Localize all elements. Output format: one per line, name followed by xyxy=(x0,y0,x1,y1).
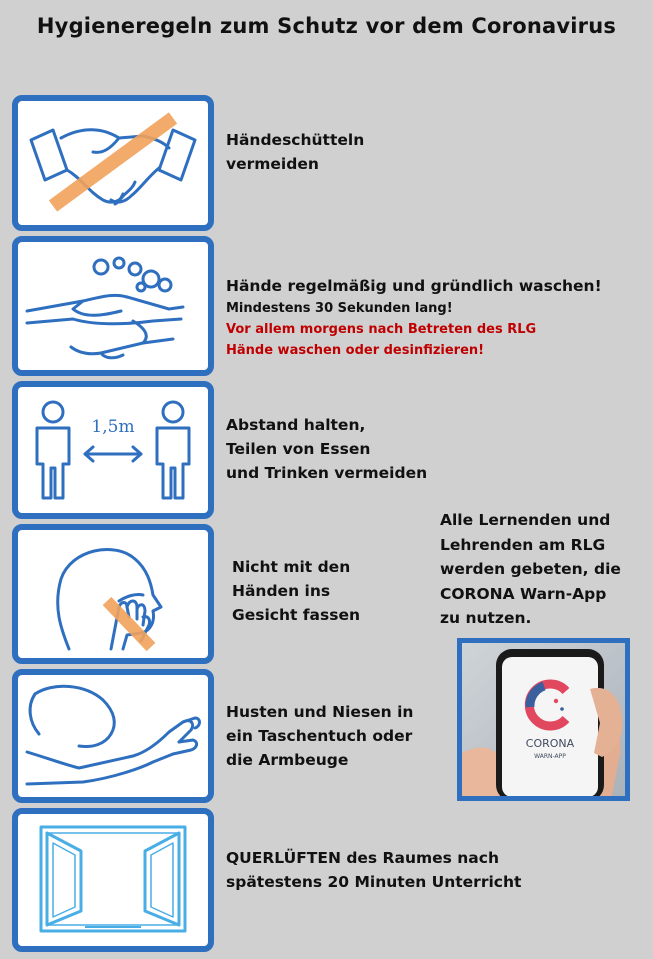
hand-washing-icon xyxy=(12,236,214,376)
handshake-crossed-icon xyxy=(12,95,214,231)
page-title: Hygieneregeln zum Schutz vor dem Coronavirus xyxy=(36,14,617,38)
rule-line: QUERLÜFTEN des Raumes nach xyxy=(226,849,499,867)
sneeze-elbow-icon xyxy=(12,669,214,803)
app-note xyxy=(440,508,621,631)
rule-text-sneeze xyxy=(226,700,413,772)
rule-line: Händen ins xyxy=(232,582,331,600)
app-note-line: Alle Lernenden und xyxy=(440,511,611,529)
rule-text-ventilation xyxy=(226,846,521,894)
rule-line: die Armbeuge xyxy=(226,751,349,769)
rule-warning-line: Vor allem morgens nach Betreten des RLG xyxy=(226,322,537,337)
rule-line: Nicht mit den xyxy=(232,558,351,576)
rule-text-distance xyxy=(226,413,427,485)
rule-text-face xyxy=(232,555,360,627)
rule-line: Hände regelmäßig und gründlich waschen! xyxy=(226,277,602,295)
rule-line: Gesicht fassen xyxy=(232,606,361,624)
app-note-line: zu nutzen. xyxy=(440,609,532,627)
rule-line: vermeiden xyxy=(226,155,319,173)
rule-line: Händeschütteln xyxy=(226,131,365,149)
distance-icon xyxy=(12,381,214,519)
rule-text-handshake xyxy=(226,128,364,176)
window-open-icon xyxy=(12,808,214,952)
app-subtitle-text: WARN-APP xyxy=(534,753,566,760)
app-note-line: CORONA Warn-App xyxy=(440,584,607,603)
rule-line: Husten und Niesen in xyxy=(226,703,414,721)
face-touch-crossed-icon xyxy=(12,524,214,664)
rule-line: Teilen von Essen xyxy=(226,440,371,458)
distance-label: 1,5m xyxy=(91,417,135,437)
rule-line: und Trinken vermeiden xyxy=(226,464,428,482)
rule-subline: Mindestens 30 Sekunden lang! xyxy=(226,301,453,316)
app-name-text: CORONA xyxy=(525,737,575,750)
app-note-line: Lehrenden am RLG xyxy=(440,535,606,554)
rule-warning-line: Hände waschen oder desinfizieren! xyxy=(226,343,485,358)
rule-text-washing xyxy=(226,274,602,361)
rule-line: ein Taschentuch oder xyxy=(226,727,413,745)
app-note-line: werden gebeten, die xyxy=(440,560,621,578)
corona-app-photo xyxy=(457,638,630,801)
rule-line: Abstand halten, xyxy=(226,416,366,434)
rule-line: spätestens 20 Minuten Unterricht xyxy=(226,873,522,891)
